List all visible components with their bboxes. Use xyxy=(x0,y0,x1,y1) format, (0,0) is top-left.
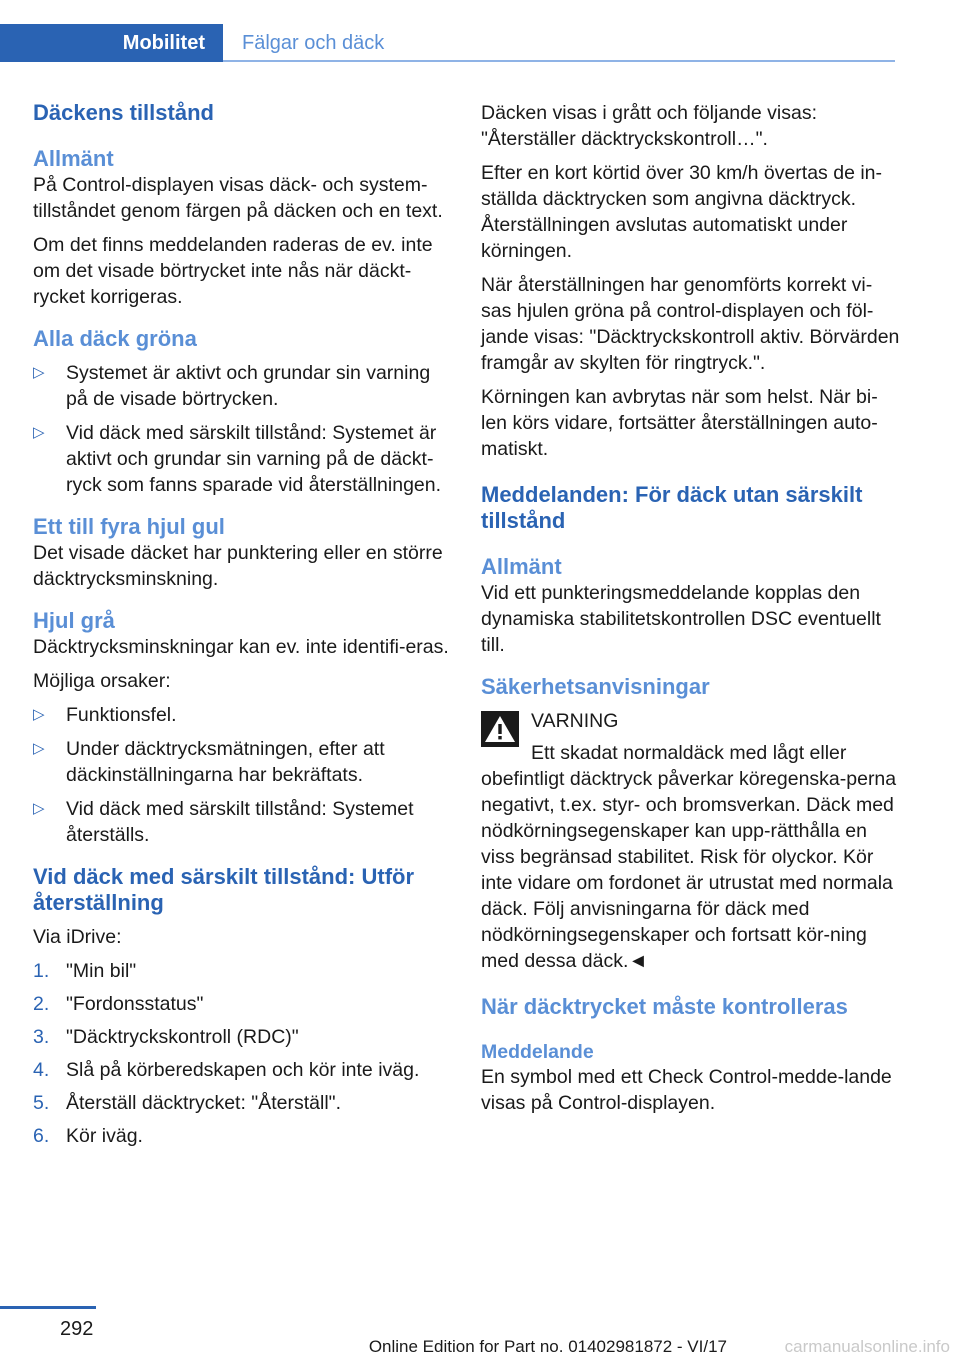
footer-rule xyxy=(0,1306,96,1309)
list-item: ▷ Systemet är aktivt och grundar sin varning på de visade börtrycken. xyxy=(33,362,431,410)
paragraph: Däcken visas i grått och följande visas: "Återställer däcktryckskontroll…". xyxy=(481,102,817,150)
list-item: 3. "Däcktryckskontroll (RDC)" xyxy=(33,1026,299,1048)
triangle-right-outline-icon: ▷ xyxy=(33,740,45,757)
causes-list xyxy=(33,702,449,848)
page-number: 292 xyxy=(60,1318,94,1340)
steps-list xyxy=(33,958,449,1149)
paragraph: Efter en kort körtid över 30 km/h övertas de in-ställda däcktrycken som angivna däcktryck. Återställningen avslutas automatiskt under körningen. xyxy=(481,162,883,262)
paragraph: På Control-displayen visas däck- och system-tillståndet genom färgen på däcken och en text. xyxy=(33,174,443,222)
heading-safety: Säkerhetsanvisningar xyxy=(481,674,710,699)
heading-check-pressure: När däcktrycket måste kontrolleras xyxy=(481,994,848,1019)
paragraph: Körningen kan avbrytas när som helst. När bi-len körs vidare, fortsätter återställningen auto-matiskt. xyxy=(481,386,878,460)
left-column xyxy=(33,100,449,1156)
paragraph: Däcktrycksminskningar kan ev. inte identifi-eras. xyxy=(33,636,449,658)
edition-note: Online Edition for Part no. 01402981872 - VI/17 xyxy=(368,1337,727,1356)
list-item: 5. Återställ däcktrycket: "Återställ". xyxy=(33,1092,342,1114)
heading-tire-condition: Däckens tillstånd xyxy=(33,100,214,125)
heading-yellow: Ett till fyra hjul gul xyxy=(33,514,225,539)
heading-general: Allmänt xyxy=(481,554,562,579)
watermark: carmanualsonline.info xyxy=(784,1337,950,1356)
warning-text-first: Ett skadat normaldäck med lågt eller xyxy=(531,742,847,764)
warning-text: obefintligt däcktryck påverkar köregenska-perna negativt, t.ex. styr- och bromsverkan. Däck med nödkörningsegenskaper kan upp-rätthålla en viss begränsad stabilitet. Risk för olyckor. Kör inte vidare om fordonet är utrustat med normala däck. Följ anvisningarna för däck med nödkörningsegenskaper och fortsatt kör-ning med dessa däck.◄ xyxy=(481,768,897,972)
triangle-right-outline-icon: ▷ xyxy=(33,424,45,441)
list-item: 4. Slå på körberedskapen och kör inte iväg. xyxy=(33,1059,420,1081)
paragraph: En symbol med ett Check Control-medde-lande visas på Control-displayen. xyxy=(481,1066,892,1114)
paragraph: Via iDrive: xyxy=(33,926,122,948)
list-item: 6. Kör iväg. xyxy=(33,1125,143,1147)
paragraph: När återställningen har genomförts korrekt vi-sas hjulen gröna på control-displayen och föl-jande visas: "Däcktryckskontroll aktiv. Börvärden framgår av skylten för ringtryck.". xyxy=(481,274,900,374)
header-rule xyxy=(223,60,895,62)
list-item: ▷ Vid däck med särskilt tillstånd: Systemet är aktivt och grundar sin varning på de däckt-ryck som fanns sparade vid återställningen. xyxy=(33,422,442,496)
triangle-right-outline-icon: ▷ xyxy=(33,706,45,723)
triangle-right-outline-icon: ▷ xyxy=(33,364,45,381)
list-item: 2. "Fordonsstatus" xyxy=(33,993,204,1015)
chapter-tab: Mobilitet xyxy=(0,24,223,62)
heading-grey: Hjul grå xyxy=(33,608,115,633)
list-item: 1. "Min bil" xyxy=(33,960,137,982)
paragraph: Möjliga orsaker: xyxy=(33,670,171,692)
paragraph: Om det finns meddelanden raderas de ev. inte om det visade börtrycket inte nås när däckt-rycket korrigeras. xyxy=(33,234,433,308)
heading-general: Allmänt xyxy=(33,146,114,171)
list-item: ▷ Funktionsfel. xyxy=(33,704,177,726)
heading-all-green: Alla däck gröna xyxy=(33,326,197,351)
warning-triangle-icon xyxy=(481,711,519,747)
green-list xyxy=(33,360,449,498)
list-item: ▷ Vid däck med särskilt tillstånd: Systemet återställs. xyxy=(33,798,414,846)
heading-reset: Vid däck med särskilt tillstånd: Utför återställning xyxy=(33,864,415,915)
warning-title: VARNING xyxy=(531,710,619,732)
heading-messages: Meddelanden: För däck utan särskilt tillstånd xyxy=(481,482,863,533)
paragraph: Vid ett punkteringsmeddelande kopplas den dynamiska stabilitetskontrollen DSC eventuellt till. xyxy=(481,582,881,656)
right-column xyxy=(481,100,901,1116)
heading-message: Meddelande xyxy=(481,1041,594,1063)
warning-box xyxy=(481,708,901,974)
paragraph: Det visade däcket har punktering eller en större däcktrycksminskning. xyxy=(33,542,443,590)
triangle-right-outline-icon: ▷ xyxy=(33,800,45,817)
list-item: ▷ Under däcktrycksmätningen, efter att däckinställningarna har bekräftats. xyxy=(33,738,385,786)
section-title: Fälgar och däck xyxy=(242,31,385,54)
